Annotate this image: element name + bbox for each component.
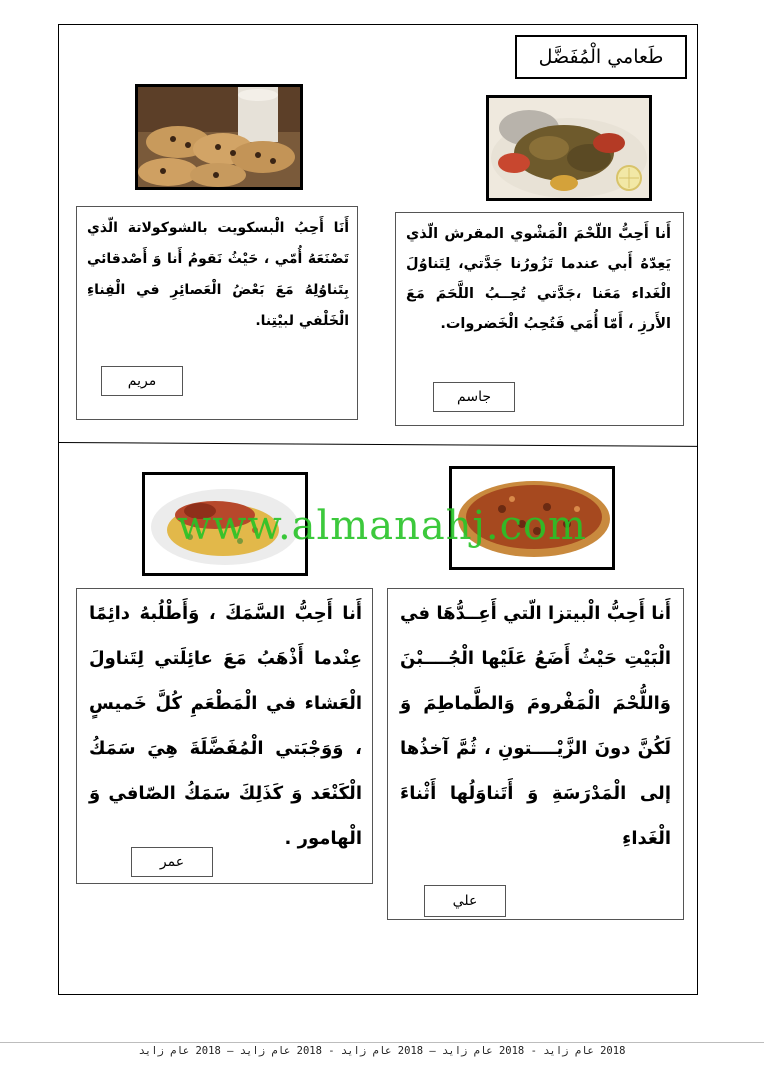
- cookies-photo: [135, 84, 303, 190]
- footer-rule: [0, 1042, 764, 1043]
- grilled-meat-image: [489, 98, 649, 198]
- card-maryam-text: أَنَا أَحِبُ الْبسكويت بالشوكولاتة الّذي تَصْنَعَهُ أُمّي ، حَيْثُ نَقومُ أَنا وَ أَصْدقائي بِتَناوُلِهُ مَعَ بَعْضُ الْعَصائِرِ في الْفِناءِ الْخَلْفي لبيْتِنا.: [87, 220, 349, 329]
- card-omar-text: أَنا أَحِبُّ السَّمَكَ ، وَأَطْلُبهُ دائِمًا عِنْدما أَذْهَبُ مَعَ عائِلَتي لِتَناولَ الْعَشاء في الْمَطْعَمِ كُلَّ خَميسٍ ، وَوَجْبَتي الْمُفَضَّلَةَ هِيَ سَمَكُ الْكَنْعَد وَ كَذَلِكَ سَمَكُ الصّافي وَ الْهامور .: [89, 603, 362, 849]
- pizza-image: [452, 469, 612, 567]
- cookies-image: [138, 87, 300, 187]
- name-box-maryam: [101, 366, 183, 396]
- name-maryam: مريم: [127, 373, 157, 389]
- card-ali: [387, 588, 684, 920]
- pizza-photo: [449, 466, 615, 570]
- card-ali-text: أَنا أَحِبُّ الْبيتزا الّتي أَعِــدُّهَا في الْبَيْتِ حَيْثُ أَضَعُ عَلَيْها الْجُــــبْنَ وَاللُّحْمَ الْمَفْرومَ وَالطَّماطِمَ وَ لَكُنَّ دونَ الزَّيْــــتونِ ، ثُمَّ آخذُها إلى الْمَدْرَسَةِ وَ أَتَناوَلُها أَثْناءَ الْغَداءِ: [400, 603, 671, 849]
- card-maryam: [76, 206, 358, 420]
- footer-text: 2018 عام زايد - 2018 عام زايد – 2018 عام زايد - 2018 عام زايد – 2018 عام زايد: [138, 1045, 626, 1057]
- page-title-text: طَعامي الْمُفَضَّل: [538, 46, 664, 68]
- name-box-omar: [131, 847, 213, 877]
- grilled-meat-photo: [486, 95, 652, 201]
- page-title: [515, 35, 687, 79]
- card-omar: [76, 588, 373, 884]
- card-jasim-text: أَنا أَحِبُّ اللّحْمَ الْمَشْوي المقرش الّذي يَعِدّهُ أَبي عندما تَزُورُنا جَدَّتي، لِتَناوُلَ الْغَداء مَعَنا ،جَدَّتي تُحِــبُ اللَّحَمَ مَعَ الأَرزِ ، أَمّا أُمَي فَتُحِبُ الْخَضروات.: [406, 226, 671, 332]
- name-box-jasim: [433, 382, 515, 412]
- fish-rice-photo: [142, 472, 308, 576]
- name-box-ali: [424, 885, 506, 917]
- name-omar: عمر: [159, 854, 185, 870]
- name-ali: علي: [452, 893, 478, 909]
- name-jasim: جاسم: [457, 389, 491, 405]
- card-jasim: [395, 212, 684, 426]
- watermark: www.almanahj.com: [176, 503, 587, 549]
- fish-rice-image: [145, 475, 305, 573]
